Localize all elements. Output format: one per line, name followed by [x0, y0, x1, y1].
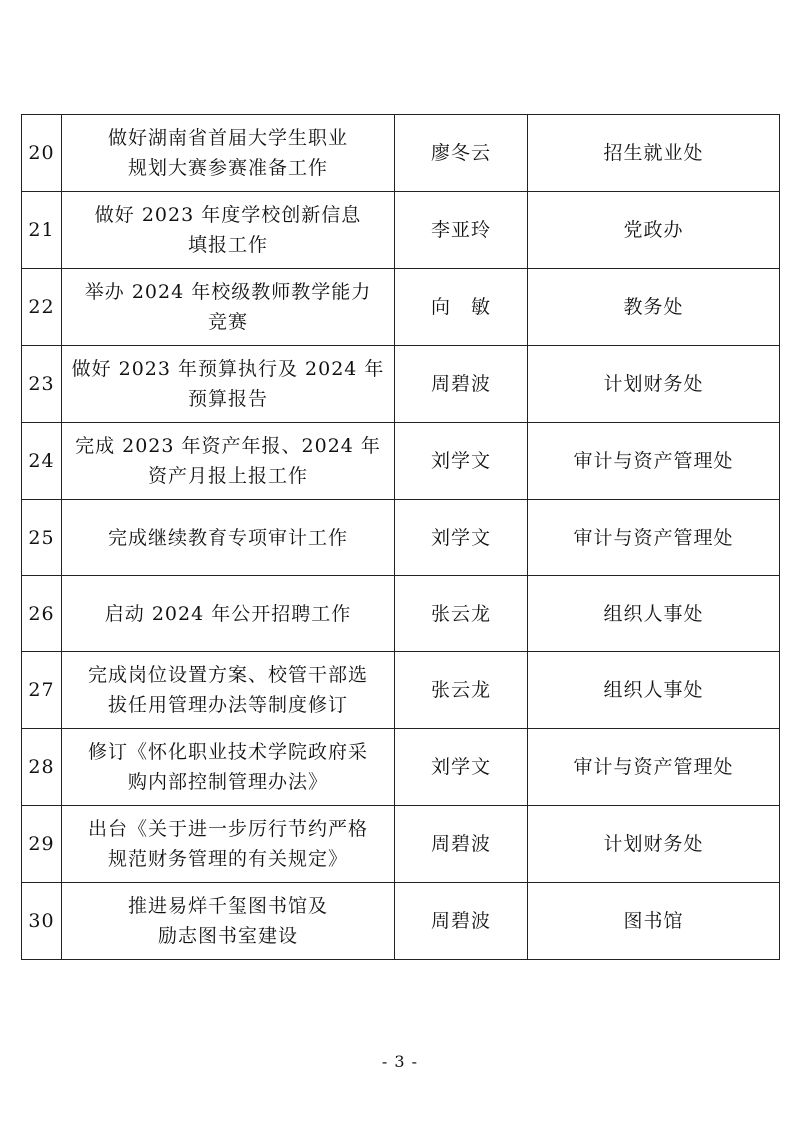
- task-text-line: 举办 2024 年校级教师教学能力: [84, 281, 372, 303]
- table-row: [22, 269, 780, 346]
- task-cell: [62, 346, 395, 423]
- department-cell: 组织人事处: [528, 652, 780, 729]
- table-row: [22, 576, 780, 652]
- department-cell: 审计与资产管理处: [528, 500, 780, 576]
- task-text-line: 规划大赛参赛准备工作: [127, 157, 328, 179]
- task-text-line: 预算报告: [187, 388, 268, 410]
- task-cell: [62, 652, 395, 729]
- task-cell: [62, 269, 395, 346]
- row-number-cell: 21: [22, 192, 62, 269]
- task-cell: [62, 883, 395, 960]
- task-text-line: 做好 2023 年预算执行及 2024 年: [71, 358, 385, 380]
- owner-cell: 周碧波: [395, 883, 528, 960]
- owner-cell: 刘学文: [395, 500, 528, 576]
- task-text-line: 填报工作: [187, 234, 268, 256]
- owner-cell: 李亚玲: [395, 192, 528, 269]
- table-row: [22, 500, 780, 576]
- row-number-cell: 28: [22, 729, 62, 806]
- task-text-line: 推进易烊千玺图书馆及: [127, 895, 328, 917]
- task-text-line: 拔任用管理办法等制度修订: [107, 694, 348, 716]
- owner-cell: 刘学文: [395, 423, 528, 500]
- row-number-cell: 27: [22, 652, 62, 729]
- table-row: [22, 652, 780, 729]
- task-text-line: 完成 2023 年资产年报、2024 年: [75, 435, 381, 457]
- row-number-cell: 30: [22, 883, 62, 960]
- row-number-cell: 20: [22, 115, 62, 192]
- row-number-cell: 24: [22, 423, 62, 500]
- table-row: [22, 115, 780, 192]
- row-number-cell: 29: [22, 806, 62, 883]
- task-text-line: 励志图书室建设: [157, 925, 298, 947]
- task-cell: [62, 576, 395, 652]
- task-text-line: 做好湖南省首届大学生职业: [107, 127, 348, 149]
- task-cell: [62, 192, 395, 269]
- row-number-cell: 25: [22, 500, 62, 576]
- task-text-line: 启动 2024 年公开招聘工作: [104, 602, 352, 625]
- department-cell: 教务处: [528, 269, 780, 346]
- table-row: [22, 806, 780, 883]
- task-text-line: 资产月报上报工作: [147, 465, 308, 487]
- task-text-line: 出台《关于进一步厉行节约严格: [87, 818, 368, 840]
- owner-cell: 廖冬云: [395, 115, 528, 192]
- department-cell: 招生就业处: [528, 115, 780, 192]
- task-cell: [62, 115, 395, 192]
- owner-cell: 张云龙: [395, 576, 528, 652]
- task-text-line: 完成岗位设置方案、校管干部选: [87, 664, 368, 686]
- task-text-line: 修订《怀化职业技术学院政府采: [87, 741, 368, 763]
- department-cell: 组织人事处: [528, 576, 780, 652]
- task-table-body: [22, 115, 780, 960]
- owner-cell: 周碧波: [395, 806, 528, 883]
- task-table: [21, 114, 780, 960]
- department-cell: 审计与资产管理处: [528, 423, 780, 500]
- table-row: [22, 883, 780, 960]
- department-cell: 党政办: [528, 192, 780, 269]
- department-cell: 图书馆: [528, 883, 780, 960]
- page-number: - 3 -: [381, 1052, 419, 1071]
- table-row: [22, 192, 780, 269]
- department-cell: 审计与资产管理处: [528, 729, 780, 806]
- owner-cell: 向 敏: [395, 269, 528, 346]
- task-text-line: 竞赛: [207, 311, 248, 333]
- task-cell: [62, 806, 395, 883]
- table-row: [22, 423, 780, 500]
- owner-cell: 周碧波: [395, 346, 528, 423]
- row-number-cell: 23: [22, 346, 62, 423]
- task-cell: [62, 423, 395, 500]
- table-row: [22, 729, 780, 806]
- task-cell: [62, 500, 395, 576]
- department-cell: 计划财务处: [528, 346, 780, 423]
- department-cell: 计划财务处: [528, 806, 780, 883]
- owner-cell: 张云龙: [395, 652, 528, 729]
- task-cell: [62, 729, 395, 806]
- table-row: [22, 346, 780, 423]
- task-text-line: 规范财务管理的有关规定》: [107, 848, 348, 870]
- task-text-line: 完成继续教育专项审计工作: [107, 526, 348, 549]
- row-number-cell: 22: [22, 269, 62, 346]
- task-text-line: 做好 2023 年度学校创新信息: [94, 204, 362, 226]
- task-text-line: 购内部控制管理办法》: [127, 771, 328, 793]
- owner-cell: 刘学文: [395, 729, 528, 806]
- row-number-cell: 26: [22, 576, 62, 652]
